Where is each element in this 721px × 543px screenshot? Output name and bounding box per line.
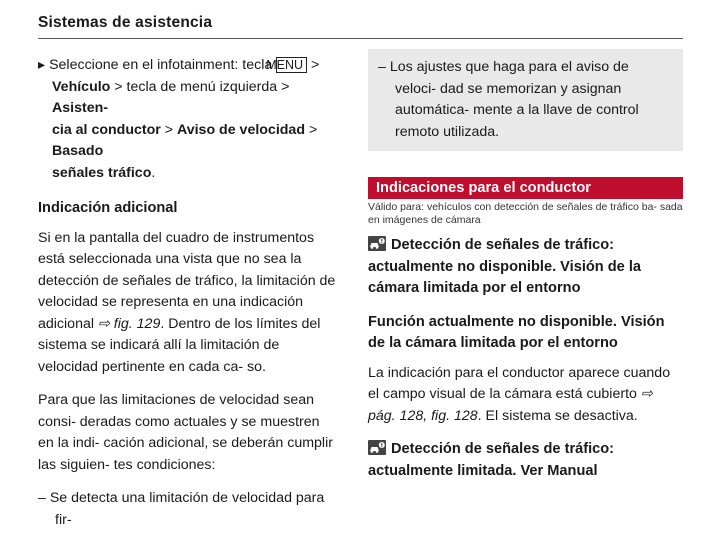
- note-text: – Los ajustes que haga para el aviso de veloci- dad se memorizan y asignan automática- mente a la llave de control remoto utilizada.: [378, 59, 639, 140]
- car-camera-warning-icon: [368, 236, 386, 251]
- note-box: [368, 49, 683, 151]
- page-reference-link[interactable]: ⇨ pág. 128, fig. 128: [368, 386, 653, 424]
- bullet-icon: ▸: [38, 57, 46, 73]
- sub-heading-function-unavailable: Función actualmente no disponible. Visión de la cámara limitada por el entorno: [368, 313, 665, 351]
- menu-path-speed-warning: Aviso de velocidad: [177, 121, 305, 138]
- paragraph-conditions: Para que las limitaciones de velocidad sean consi- deradas como actuales y se muestren en la indi- cación adicional, se deberán cumplir las siguien- tes condiciones:: [38, 392, 333, 473]
- paragraph-camera-covered: La indicación para el conductor aparece cuando el campo visual de la cámara está cubierto ⇨ pág. 128, fig. 128. El sistema se desactiva.: [368, 364, 671, 424]
- left-column: [38, 55, 338, 543]
- header-rule: [38, 38, 683, 39]
- section-heading: Indicación adicional: [38, 200, 178, 216]
- menu-path-vehicle: Vehículo: [52, 78, 111, 95]
- validity-note: Válido para: vehículos con detección de señales de tráfico ba- sada en imágenes de cámara: [368, 201, 683, 226]
- menu-path-assist: Asisten- cia al conductor: [52, 100, 161, 138]
- section-bar: Indicaciones para el conductor: [368, 177, 683, 199]
- menu-key: MENU: [276, 57, 307, 73]
- instruction-step: ▸ Seleccione en el infotainment: tecla MENU > Vehículo > tecla de menú izquierda > Asisten- cia al conductor > Aviso de velocidad > Basado señales tráfico.: [38, 57, 320, 181]
- paragraph-additional-display: Si en la pantalla del cuadro de instrumentos está seleccionada una vista que no sea la detección de señales de tráfico, la limitación de velocidad se representa en una indicación adicional ⇨ fig. 129. Dentro de los límites del sistema se indicará allí la limitación de velocidad pertinente en cada ca- so.: [38, 229, 336, 375]
- condition-item: – Se detecta una limitación de velocidad para fir-: [38, 490, 325, 528]
- warning-heading-unavailable: Detección de señales de tráfico: actualmente no disponible. Visión de la cámara limitada por el entorno: [368, 237, 642, 296]
- menu-path-based-on: Basado señales tráfico: [52, 143, 152, 181]
- right-column: [368, 55, 683, 494]
- header-title: Sistemas de asistencia: [38, 14, 213, 31]
- warning-heading-limited: Detección de señales de tráfico: actualmente limitada. Ver Manual: [368, 441, 615, 479]
- car-camera-warning-icon: [368, 440, 386, 455]
- figure-reference-link[interactable]: ⇨ fig. 129: [97, 315, 161, 332]
- page-header: [38, 14, 683, 32]
